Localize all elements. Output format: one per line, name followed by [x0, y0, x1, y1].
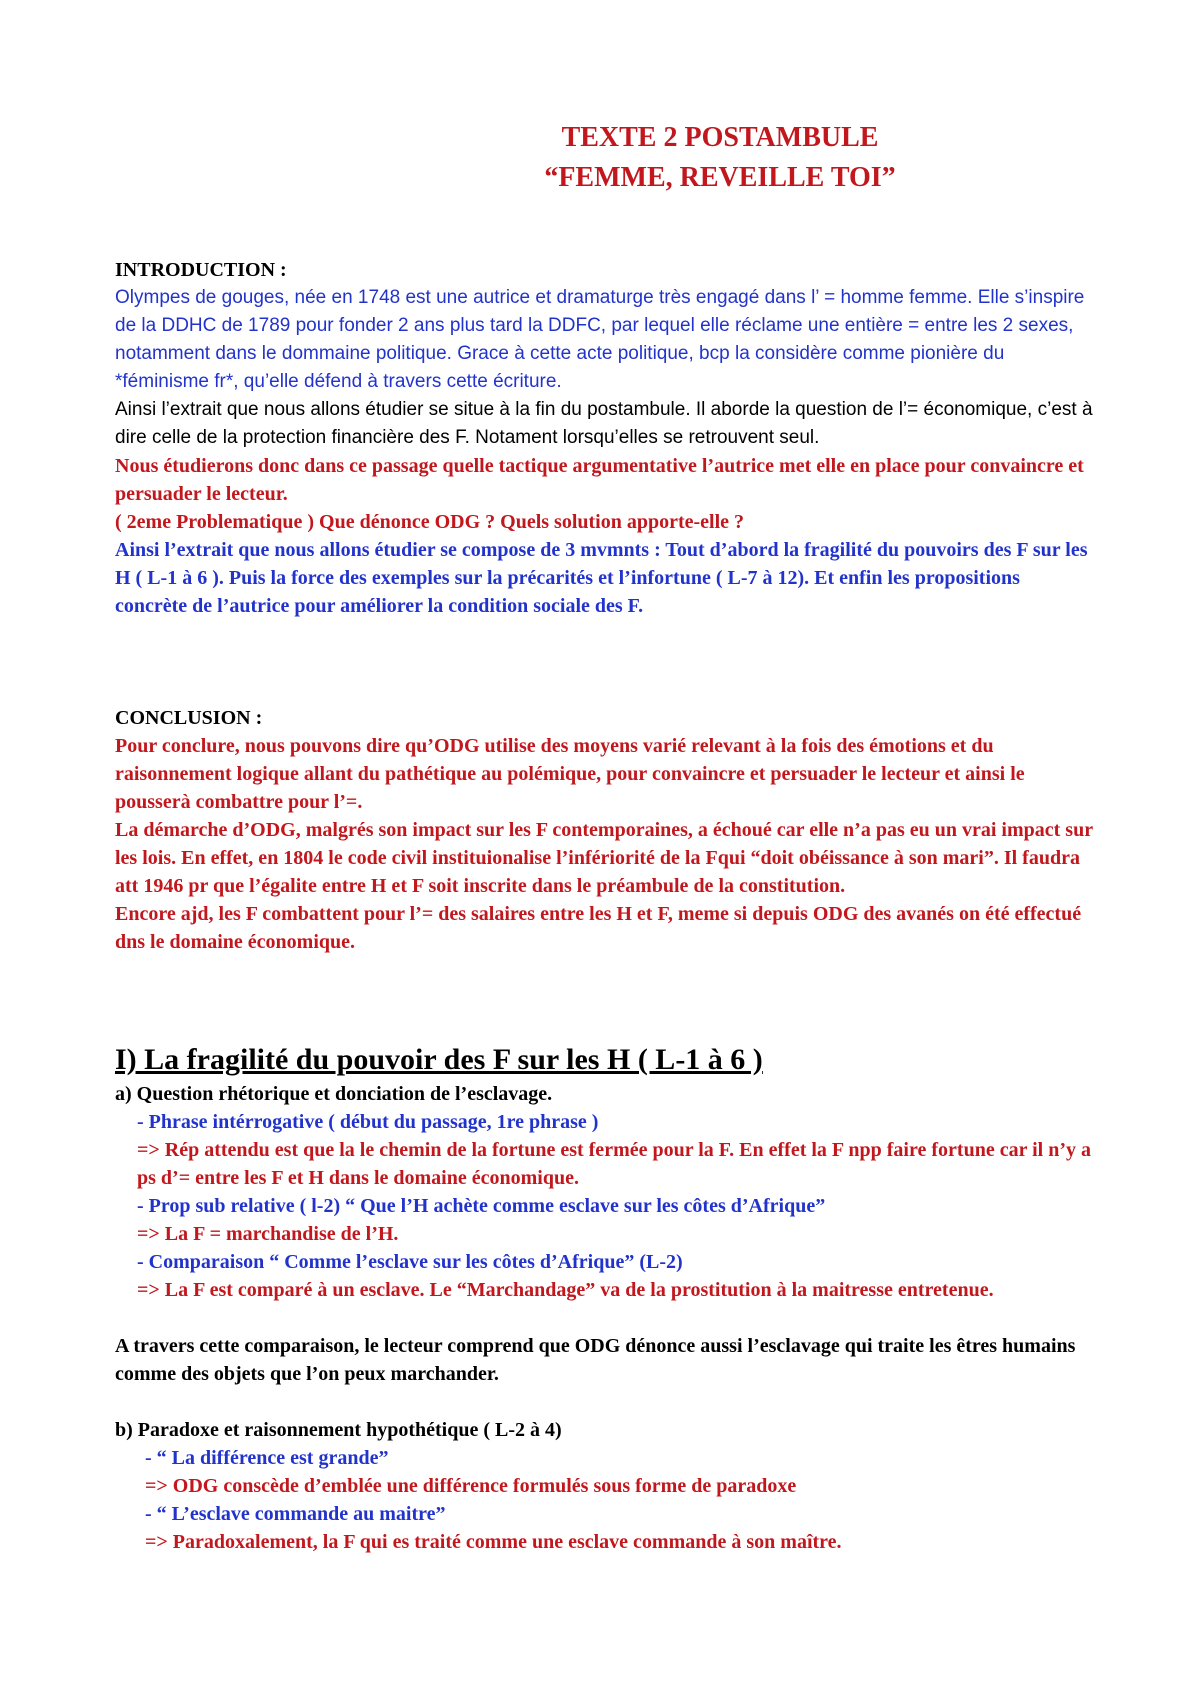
conclusion-section	[115, 704, 1095, 956]
list-item: - Phrase intérrogative ( début du passage, 1re phrase )	[137, 1111, 599, 1133]
conclusion-paragraph-1: Pour conclure, nous pouvons dire qu’ODG utilise des moyens varié relevant à la fois des émotions et du raisonnement logique allant du pathétique au polémique, pour convaincre et persuader le lecteur et ainsi le pousserà combattre pour l’=.	[115, 735, 1025, 813]
introduction-paragraph-2: Ainsi l’extrait que nous allons étudier se situe à la fin du postambule. Il aborde la question de l’= économique, c’est à dire celle de la protection financière des F. Notament lorsqu’elles se retrouvent seul.	[115, 399, 1093, 448]
introduction-plan: Ainsi l’extrait que nous allons étudier se compose de 3 mvmnts : Tout d’abord la fragilité du pouvoirs des F sur les H ( L-1 à 6 ). Puis la force des exemples sur la précarités et l’infortune ( L-7 à 12). Et enfin les propositions concrète de l’autrice pour améliorer la condition sociale des F.	[115, 539, 1088, 617]
introduction-section	[115, 256, 1095, 620]
list-item: => ODG conscède d’emblée une différence formulés sous forme de paradoxe	[145, 1475, 797, 1497]
subsection-a-summary: A travers cette comparaison, le lecteur comprend que ODG dénonce aussi l’esclavage qui traite les êtres humains comme des objets que l’on peux marchander.	[115, 1335, 1076, 1385]
subsection-a-heading: a) Question rhétorique et donciation de l’esclavage.	[115, 1083, 553, 1105]
list-item: - Comparaison “ Comme l’esclave sur les côtes d’Afrique” (L-2)	[137, 1251, 683, 1273]
introduction-paragraph-1: Olympes de gouges, née en 1748 est une autrice et dramaturge très engagé dans l’ = homme femme. Elle s’inspire de la DDHC de 1789 pour fonder 2 ans plus tard la DDFC, par lequel elle réclame une entière = entre les 2 sexes, notamment dans le dommaine politique. Grace à cette acte politique, bcp la considère comme pionière du *féminisme fr*, qu’elle défend à travers cette écriture.	[115, 287, 1085, 392]
introduction-second-problematic: ( 2eme Problematique ) Que dénonce ODG ? Quels solution apporte-elle ?	[115, 511, 745, 533]
introduction-problematic: Nous étudierons donc dans ce passage quelle tactique argumentative l’autrice met elle en place pour convaincre et persuader le lecteur.	[115, 455, 1084, 505]
list-item: => Paradoxalement, la F qui es traité comme une esclave commande à son maître.	[145, 1531, 842, 1553]
conclusion-paragraph-3: Encore ajd, les F combattent pour l’= des salaires entre les H et F, meme si depuis ODG des avanés on été effectué dns le domaine économique.	[115, 903, 1082, 953]
section-1-heading: I) La fragilité du pouvoir des F sur les H ( L-1 à 6 )	[115, 1043, 763, 1076]
list-item: => La F est comparé à un esclave. Le “Marchandage” va de la prostitution à la maitresse entretenue.	[137, 1279, 994, 1301]
document-title: TEXTE 2 POSTAMBULE	[561, 122, 879, 153]
conclusion-paragraph-2: La démarche d’ODG, malgrés son impact sur les F contemporaines, a échoué car elle n’a pas eu un vrai impact sur les lois. En effet, en 1804 le code civil instituionalise l’infériorité de la Fqui “doit obéissance à son mari”. Il faudra att 1946 pr que l’égalite entre H et F soit inscrite dans le préambule de la constitution.	[115, 819, 1093, 897]
list-item: - “ L’esclave commande au maitre”	[145, 1503, 446, 1525]
conclusion-heading: CONCLUSION :	[115, 707, 263, 729]
list-item: - Prop sub relative ( l-2) “ Que l’H achète comme esclave sur les côtes d’Afrique”	[137, 1195, 826, 1217]
document-subtitle: “FEMME, REVEILLE TOI”	[544, 162, 896, 193]
introduction-heading: INTRODUCTION :	[115, 259, 287, 281]
section-1	[115, 1040, 1095, 1556]
list-item: => Rép attendu est que la le chemin de la fortune est fermée pour la F. En effet la F npp faire fortune car il n’y a ps d’= entre les F et H dans le domaine économique.	[137, 1139, 1091, 1189]
subsection-b-heading: b) Paradoxe et raisonnement hypothétique ( L-2 à 4)	[115, 1419, 562, 1441]
list-item: => La F = marchandise de l’H.	[137, 1223, 399, 1245]
list-item: - “ La différence est grande”	[145, 1447, 389, 1469]
